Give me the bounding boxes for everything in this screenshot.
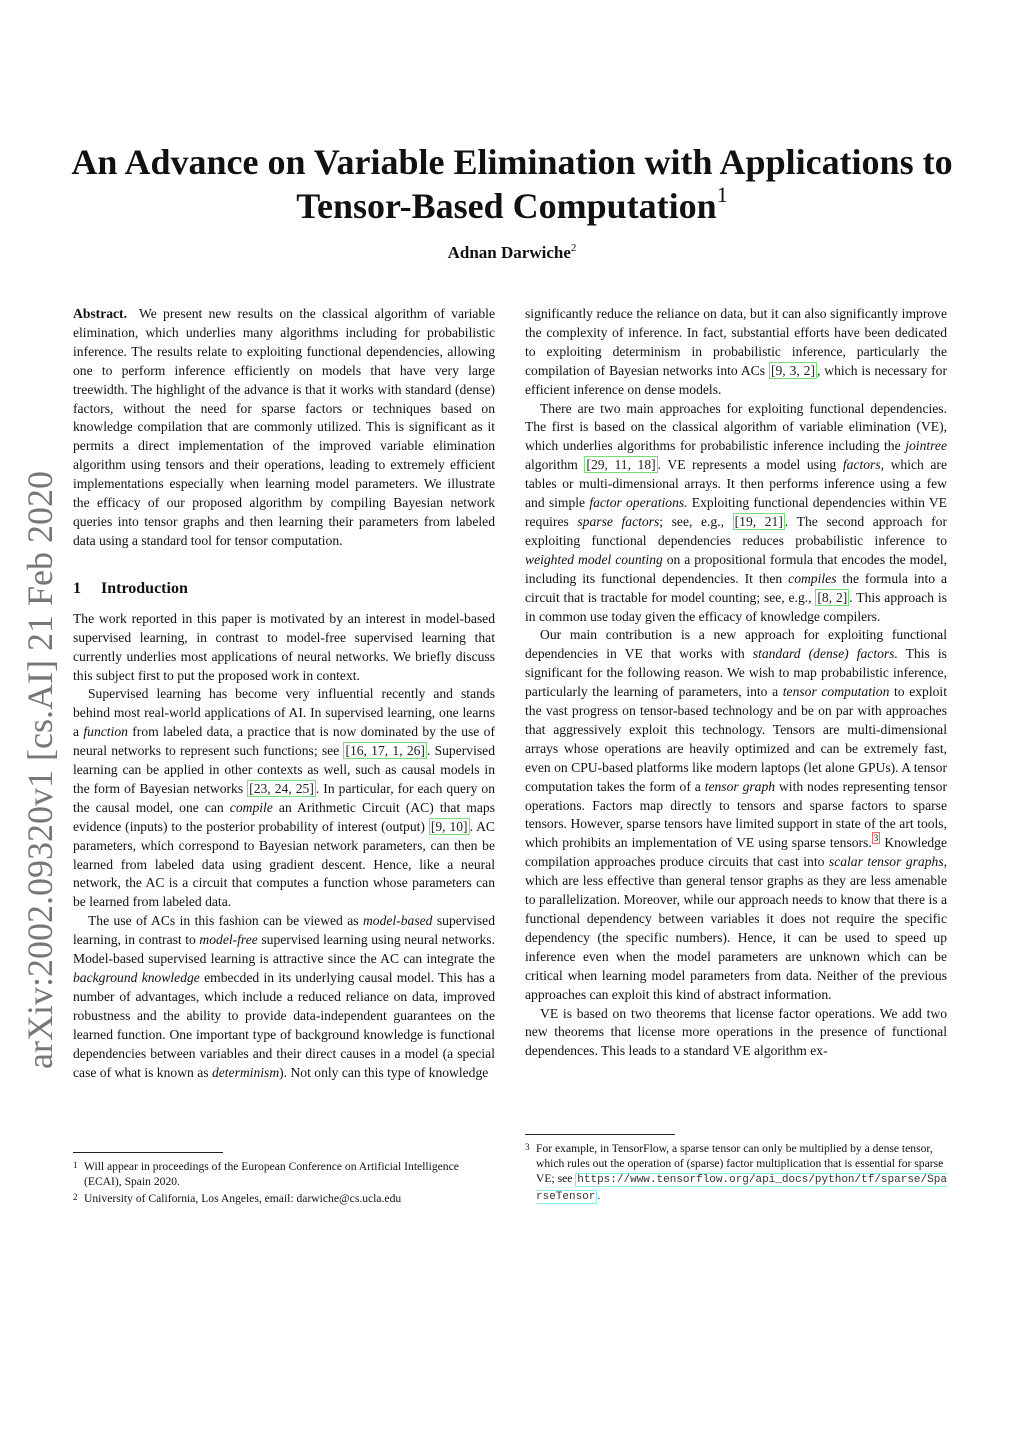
right-column [525, 305, 947, 1061]
emphasis-function: function [83, 724, 128, 740]
emphasis-compiles: compiles [788, 570, 837, 586]
text-run: . The second approach for exploiting functional dependencies reduces probabilistic inference to [525, 513, 947, 548]
text-run: supervised learning, in contrast to [73, 913, 495, 948]
emphasis-standard-dense-factors: standard (dense) factors. [752, 646, 898, 662]
text-run: embecded in its underlying causal model. This has a number of advantages, which include a reduced reliance on data, improved robustness and the ability to provide data-independent guarantees on the learned function. One important type of background knowledge is functional dependencies between variables and their direct causes in a model (a special case of what is known as [73, 970, 495, 1080]
title-footnote-mark: 1 [716, 182, 728, 207]
text-run: . [597, 1189, 601, 1202]
citation-link[interactable]: [9, 3, 2] [770, 362, 815, 378]
section-number: 1 [73, 579, 81, 597]
text-run: from labeled data, a practice that is now dominated by the use of neural networks to represent such functions; see [73, 724, 495, 759]
abstract-paragraph [73, 305, 495, 551]
right-paragraph-3 [525, 626, 947, 1004]
right-footnotes [525, 1134, 947, 1207]
footnote-2 [73, 1191, 495, 1206]
text-run: which are less effective than general tensor graphs as they are less amenable to parallelization. Moreover, while our approach needs to know that there is a functional dependency between variables it does not require the specific dependency (the specific numbers). Hence, it can be used to speed up inference even when the model parameters are unknown which can be critical when learning model parameters from data. Neither of the previous approaches can exploit this kind of abstract information. [525, 873, 947, 1002]
text-run: Knowledge compilation approaches produce circuits that cast into [525, 835, 947, 870]
footnote-divider [73, 1152, 223, 1153]
text-run: ; see, e.g., [659, 513, 733, 529]
emphasis-factors: factors, [842, 457, 885, 473]
text-run: to exploit the vast progress on tensor-based technology and be on par with approaches that aggressively exploit this technology. Tensors are multi-dimensional arrays whose operations are heavily optimized and can be extremely fast, even on CPU-based platforms like modern laptops (let alone GPUs). A tensor computation takes the form of a [525, 684, 947, 794]
text-run: Our main contribution is a new approach for exploiting functional dependencies in VE that works with [525, 627, 947, 662]
left-footnotes [73, 1152, 495, 1208]
text-run: an Arithmetic Circuit (AC) that maps evidence (inputs) to the posterior probability of interest (output) [73, 799, 495, 834]
footnote-1 [73, 1159, 495, 1189]
left-column [73, 305, 495, 1082]
text-run: , which is necessary for efficient inference on dense models. [525, 362, 947, 397]
text-run: . VE represents a model using [657, 457, 843, 473]
text-run: significantly reduce the reliance on data, but it can also significantly improve the complexity of inference. In fact, substantial efforts have been dedicated to exploiting determinism in probabilistic inference, particularly the compilation of Bayesian networks into ACs [525, 306, 947, 378]
text-run: Supervised learning has become very influential recently and stands behind most real-world applications of AI. In supervised learning, one learns a [73, 686, 495, 740]
footnote-3 [525, 1141, 947, 1205]
footnote-divider [525, 1134, 675, 1135]
text-run: ). Not only can this type of knowledge [279, 1064, 489, 1080]
citation-link[interactable]: [16, 17, 1, 26] [345, 743, 425, 759]
right-paragraph-4: VE is based on two theorems that license factor operations. We add two new theorems that license more operations in the presence of functional dependences. This leads to a standard VE algorithm ex- [525, 1005, 947, 1059]
emphasis-determinism: determinism [211, 1064, 280, 1080]
emphasis-model-based: model-based [362, 913, 433, 929]
abstract-text: We present new results on the classical algorithm of variable elimination, which underlies many algorithms including for probabilistic inference. The results relate to exploiting functional dependencies, allowing one to perform inference efficiently on models that have very large treewidth. The highlight of the advance is that it works with standard (dense) factors, without the need for sparse factors or techniques based on knowledge compilation that are commonly utilized. This is significant as it permits a direct implementation of the improved variable elimination algorithm using tensors and their operations, leading to extremely efficient implementations especially when learning model parameters. We illustrate the efficacy of our proposed algorithm by compiling Bayesian network queries into tensor graphs and then learning their parameters from labeled data using a standard tool for tensor computation. [73, 306, 495, 548]
text-run: . Supervised learning can be applied in other contexts as well, such as causal models in the form of Bayesian networks [73, 743, 495, 796]
arxiv-identifier-text: arXiv:2002.09320v1 [cs.AI] 21 Feb 2020 [20, 471, 60, 1069]
citation-link[interactable]: [8, 2] [817, 589, 848, 605]
text-run: There are two main approaches for exploiting functional dependencies. The first is based on the classical algorithm of variable elimination (VE), which underlies algorithms for probabilistic inference including the [525, 400, 947, 454]
footnote-text [536, 1141, 947, 1205]
footnote-reference-3[interactable]: 3 [873, 833, 879, 844]
intro-paragraph-1: The work reported in this paper is motivated by an interest in model-based supervised learning, in contrast to model-free supervised learning that currently underlies most applications of neural networks. We briefly discuss this subject first to put the proposed work in context. [73, 610, 495, 683]
citation-link[interactable]: [19, 21] [734, 513, 783, 529]
footnote-mark: 1 [73, 1160, 78, 1170]
title-line-1: An Advance on Variable Elimination with Applications to [71, 142, 953, 182]
emphasis-jointree: jointree [905, 438, 947, 454]
text-run: with nodes representing tensor operations. Factors map directly to tensors and sparse factors to sparse tensors. However, sparse tensors have limited support in state of the art tools, which prohibits an implementation of VE using sparse tensors. [525, 778, 947, 851]
section-title: Introduction [101, 579, 188, 597]
intro-paragraph-2 [73, 685, 495, 912]
section-heading-introduction [73, 579, 495, 599]
right-paragraph-1 [525, 305, 947, 400]
text-run: supervised learning using neural networks. Model-based supervised learning is attractive since the AC can integrate the [73, 932, 495, 967]
text-run: . AC parameters, which correspond to Bayesian network parameters, can then be learned from labeled data using gradient descent. Hence, like a neural network, the AC is a circuit that computes a function whose parameters can be learned from labeled data. [73, 818, 495, 910]
tensorflow-sparse-tensor-link[interactable]: https://www.tensorflow.org/api_docs/python/tf/sparse/SparseTensor [536, 1174, 947, 1203]
text-run: algorithm [525, 457, 585, 473]
intro-paragraph-3 [73, 912, 495, 1082]
citation-link[interactable]: [29, 11, 18] [586, 457, 656, 473]
text-run: This is significant for the following reason. We wish to map probabilistic inference, particularly the learning of parameters, into a [525, 646, 947, 700]
abstract-label: Abstract. [73, 306, 127, 321]
title-line-2 [60, 184, 964, 228]
emphasis-sparse-factors: sparse factors [577, 513, 660, 529]
title-line-2-text: Tensor-Based Computation [296, 186, 717, 226]
author-line [60, 243, 964, 263]
author-footnote-mark: 2 [570, 242, 577, 254]
footnote-text: University of California, Los Angeles, email: darwiche@cs.ucla.edu [84, 1192, 402, 1205]
text-run: For example, in TensorFlow, a sparse tensor can only be multiplied by a dense tensor, which rules out the operation of (sparse) factor multiplication that is essential for sparse VE; see [536, 1142, 944, 1185]
emphasis-factor-operations: factor operations. [589, 495, 688, 511]
text-run: the formula into a circuit that is tractable for model counting; see, e.g., [525, 570, 947, 605]
emphasis-weighted-model-counting: weighted model counting [525, 551, 663, 567]
text-run: Exploiting functional dependencies within VE requires [525, 495, 947, 529]
emphasis-background-knowledge: background knowledge [73, 970, 200, 985]
paper-title [60, 140, 964, 228]
citation-link[interactable]: [9, 10] [430, 818, 468, 834]
emphasis-compile: compile [229, 799, 273, 815]
emphasis-tensor-computation: tensor computation [782, 684, 890, 700]
text-run: . This approach is in common use today given the efficacy of knowledge compilers. [525, 589, 947, 624]
footnote-text: Will appear in proceedings of the European Conference on Artificial Intelligence (ECAI), Spain 2020. [84, 1160, 459, 1188]
arxiv-identifier-stamp [10, 460, 70, 1080]
emphasis-model-free: model-free [199, 932, 258, 948]
right-paragraph-2 [525, 400, 947, 627]
text-run: The use of ACs in this fashion can be viewed as [88, 913, 363, 929]
text-run: which are tables or multi-dimensional arrays. It then performs inference using a few and simple [525, 457, 947, 511]
text-run: . In particular, for each query on the causal model, one can [73, 780, 495, 815]
footnote-mark: 3 [525, 1142, 530, 1152]
emphasis-tensor-graph: tensor graph [704, 778, 776, 794]
footnote-mark: 2 [73, 1192, 78, 1202]
citation-link[interactable]: [23, 24, 25] [249, 780, 314, 796]
emphasis-scalar-tensor-graphs: scalar tensor graphs, [828, 854, 948, 870]
author-name: Adnan Darwiche [447, 243, 571, 262]
text-run: on a propositional formula that encodes the model, including its functional dependencies. It then [525, 551, 948, 586]
